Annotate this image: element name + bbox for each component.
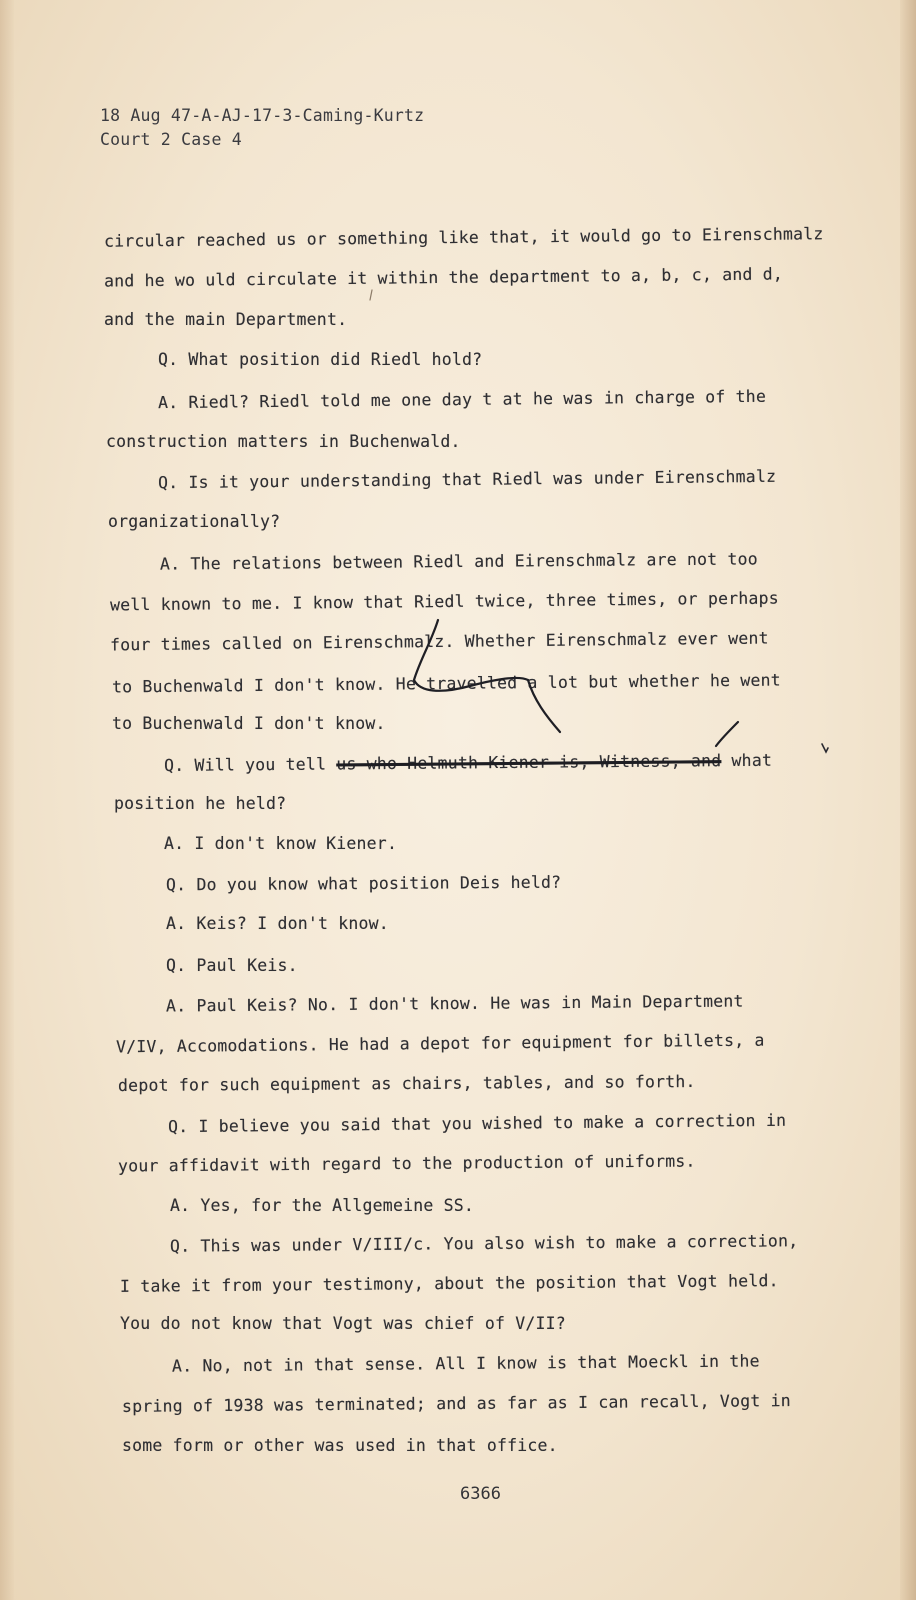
transcript-line: A. Keis? I don't know. [166, 914, 389, 933]
transcript-line: your affidavit with regard to the production of uniforms. [117, 1151, 696, 1176]
transcript-line: organizationally? [108, 512, 281, 531]
transcript-line: to Buchenwald I don't know. [112, 714, 386, 733]
transcript-line: Q. Paul Keis. [166, 956, 298, 975]
transcript-line: well known to me. I know that Riedl twice, three times, or perhaps [109, 588, 779, 615]
transcript-line: Q. Do you know what position Deis held? [165, 872, 562, 895]
transcript-line-with-strikeout [164, 748, 916, 775]
page-edge-shadow-right [900, 0, 916, 1600]
transcript-line: Q. Is it your understanding that Riedl was under Eirenschmalz [157, 466, 777, 493]
transcript-line: some form or other was used in that office. [122, 1436, 558, 1455]
transcript-line: I take it from your testimony, about the position that Vogt held. [119, 1271, 779, 1296]
transcript-line: V/IV, Accomodations. He had a depot for equipment for billets, a [115, 1030, 765, 1057]
page-number: 6366 [460, 1484, 501, 1504]
transcript-line: circular reached us or something like that, it would go to Eirenschmalz [103, 224, 824, 251]
strikeout-line-prefix: Q. Will you tell [163, 754, 337, 775]
transcript-line: to Buchenwald I don't know. He travelled a lot but whether he went [111, 670, 781, 697]
transcript-line: You do not know that Vogt was chief of V/II? [120, 1314, 566, 1333]
transcript-line: and the main Department. [104, 310, 348, 329]
transcript-line: A. Paul Keis? No. I don't know. He was in Main Department [165, 991, 744, 1016]
strikeout-line-suffix: what [721, 750, 773, 771]
transcript-line: A. Yes, for the Allgemeine SS. [170, 1196, 475, 1215]
transcript-line: construction matters in Buchenwald. [106, 432, 461, 451]
transcript-line: Q. This was under V/III/c. You also wish to make a correction, [169, 1231, 799, 1256]
header-reference-line: 18 Aug 47-A-AJ-17-3-Caming-Kurtz [100, 106, 425, 125]
faint-pencil-tick [370, 290, 372, 300]
transcript-line: position he held? [114, 794, 287, 813]
page-edge-shadow-left [0, 0, 14, 1600]
transcript-line: and he wo uld circulate it within the department to a, b, c, and d, [103, 264, 784, 291]
transcript-line: A. Riedl? Riedl told me one day t at he was in charge of the [157, 386, 767, 413]
transcript-line: Q. What position did Riedl hold? [158, 350, 483, 369]
struck-out-text: us who Helmuth Kiener is, Witness, and [336, 751, 722, 774]
transcript-line: A. The relations between Riedl and Eirenschmalz are not too [159, 549, 758, 574]
transcript-line: A. I don't know Kiener. [164, 834, 398, 853]
transcript-line: Q. I believe you said that you wished to make a correction in [167, 1110, 787, 1137]
transcript-line: four times called on Eirenschmalz. Whether Eirenschmalz ever went [109, 628, 769, 655]
transcript-line: spring of 1938 was terminated; and as far as I can recall, Vogt in [121, 1391, 791, 1416]
transcript-line: A. No, not in that sense. All I know is that Moeckl in the [171, 1351, 760, 1376]
transcript-line: depot for such equipment as chairs, tables, and so forth. [117, 1071, 696, 1096]
header-court-case-line: Court 2 Case 4 [100, 130, 242, 149]
